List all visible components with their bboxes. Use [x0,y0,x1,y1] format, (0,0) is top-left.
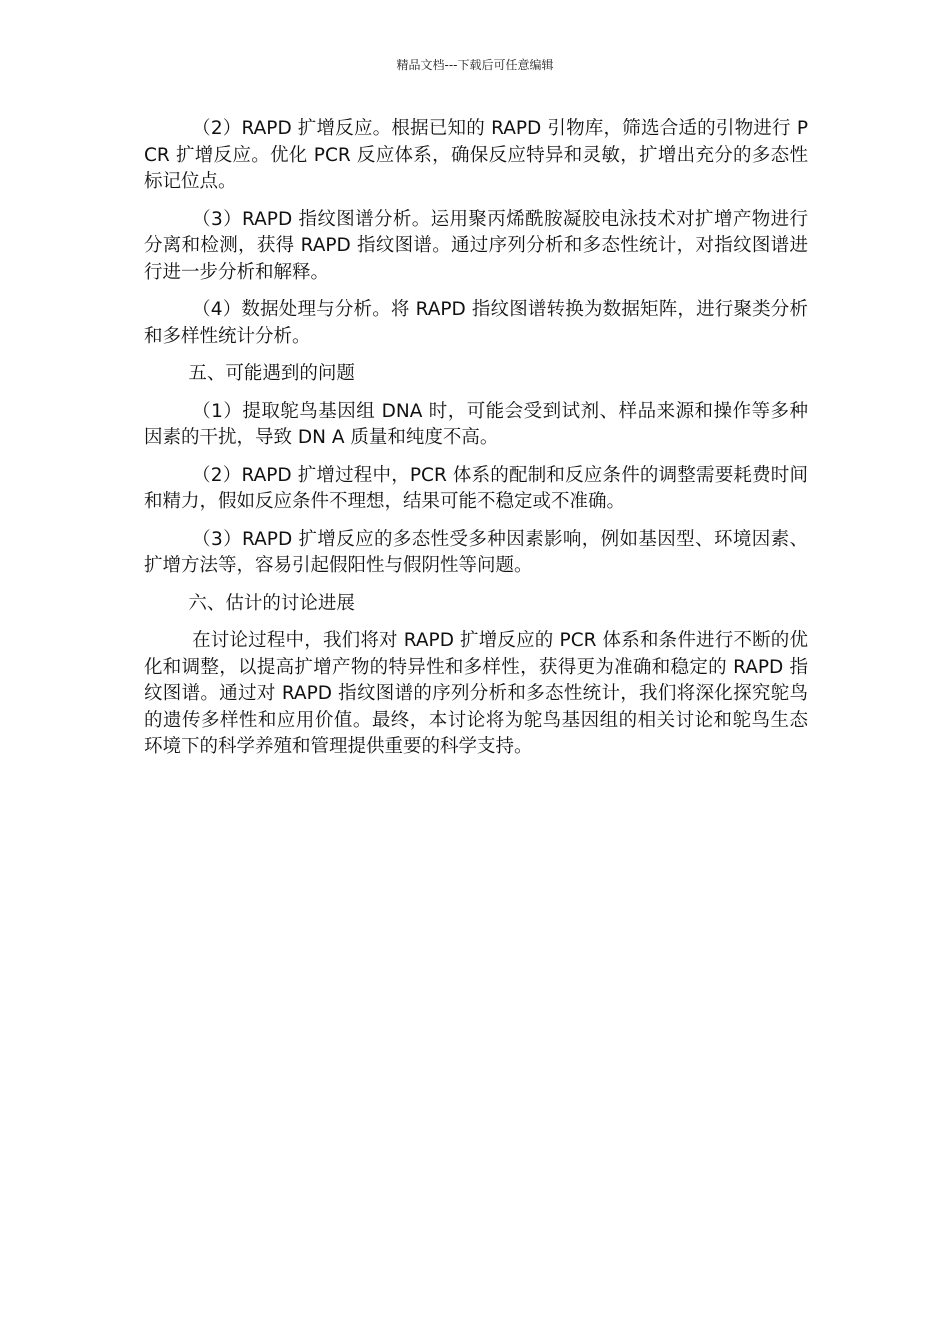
document-body [144,116,808,772]
paragraph-problem-3: （3）RAPD 扩增反应的多态性受多种因素影响，例如基因型、环境因素、扩增方法等，容易引起假阳性与假阴性等问题。 [144,528,808,576]
page-header: 精品文档---下载后可任意编辑 [396,58,554,72]
section-heading-problems: 五、可能遇到的问题 [188,363,355,384]
paragraph-rapd-amplification: （2）RAPD 扩增反应。根据已知的 RAPD 引物库，筛选合适的引物进行 PCR 扩增反应。优化 PCR 反应体系，确保反应特异和灵敏，扩增出充分的多态性标记位点。 [144,118,808,192]
paragraph-fingerprint-analysis: （3）RAPD 指纹图谱分析。运用聚丙烯酰胺凝胶电泳技术对扩增产物进行分离和检测，获得 RAPD 指纹图谱。通过序列分析和多态性统计，对指纹图谱进行进一步分析和解释。 [144,208,808,283]
paragraph-expected-progress: 在讨论过程中，我们将对 RAPD 扩增反应的 PCR 体系和条件进行不断的优化和调整，以提高扩增产物的特异性和多样性，获得更为准确和稳定的 RAPD 指纹图谱。通过对 RAPD 指纹图谱的序列分析和多态性统计，我们将深化探究鸵鸟的遗传多样性和应用价值。最终，本讨论将为鸵鸟基因组的相关讨论和鸵鸟生态环境下的科学养殖和管理提供重要的科学支持。 [144,630,808,757]
paragraph-problem-1: （1）提取鸵鸟基因组 DNA 时，可能会受到试剂、样品来源和操作等多种因素的干扰，导致 DN A 质量和纯度不高。 [144,400,808,448]
paragraph-problem-2: （2）RAPD 扩增过程中，PCR 体系的配制和反应条件的调整需要耗费时间和精力，假如反应条件不理想，结果可能不稳定或不准确。 [144,464,808,512]
paragraph-data-processing: （4）数据处理与分析。将 RAPD 指纹图谱转换为数据矩阵，进行聚类分析和多样性统计分析。 [144,299,808,347]
section-heading-progress: 六、估计的讨论进展 [188,592,355,614]
